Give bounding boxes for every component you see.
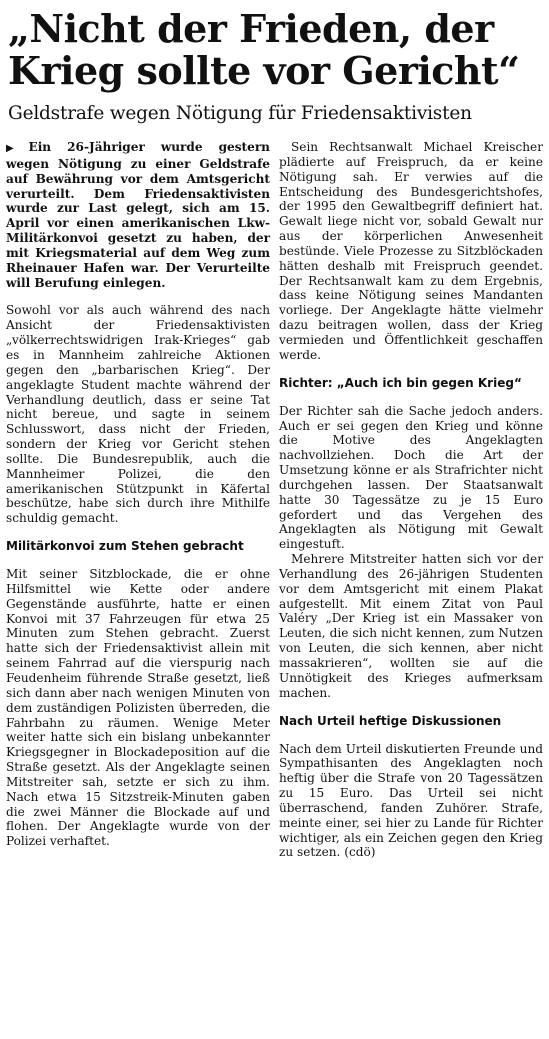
- paragraph-1: Sowohl vor als auch während des nach Ansicht der Friedensaktivisten „völkerrechtswidrigen Irak-Krieges“ gab es in Mannheim zahlreiche Aktionen gegen den „barbarischen Krieg“. Der angeklagte Student machte während der Verhandlung deutlich, dass er seine Tat nicht bereue, und sagte in seinem Schlusswort, dass nicht der Frieden, sondern der Krieg vor Gericht stehen sollte. Die Bundesrepublik, auch die Mannheimer Polizei, die den amerikanischen Stützpunkt in Käfertal beschütze, habe sich durch ihre Mithilfe schuldig gemacht.: [6, 303, 270, 526]
- paragraph-4: Der Richter sah die Sache jedoch anders. Auch er sei gegen den Krieg und könne die Motive des Angeklagten nachvollziehen. Doch die Art der Umsetzung könne er als Strafrichter nicht durchgehen lassen. Der Staatsanwalt hatte 30 Tagessätze zu je 15 Euro gefordert und das Vergehen des Angeklagten als Nötigung mit Gewalt eingestuft.: [279, 403, 543, 552]
- right-column: [279, 140, 543, 860]
- lead-arrow-icon: ▶: [6, 143, 26, 154]
- lead-paragraph: [6, 140, 270, 290]
- paragraph-2: Mit seiner Sitzblockade, die er ohne Hilfsmittel wie Kette oder andere Gegenstände ausführte, hatte er einen Konvoi mit 37 Fahrzeugen für etwa 25 Minuten zum Stehen gebracht. Zuerst hatte sich der Friedensaktivist allein mit seinem Fahrrad auf die vierspurig nach Feudenheim führende Straße gesetzt, ließ sich dann aber nach wenigen Minuten von dem zuständigen Polizisten überreden, die Fahrbahn zu räumen. Wenige Meter weiter hatte sich ein bislang unbekannter Kriegsgegner in Blockadeposition auf die Straße gesetzt. Als der Angeklagte seinen Mitstreiter sah, setzte er sich zu ihm. Nach etwa 15 Sitzstreik-Minuten gaben die zwei Männer die Blockade auf und flohen. Der Angeklagte wurde von der Polizei verhaftet.: [6, 567, 270, 849]
- subheading-2: Richter: „Auch ich bin gegen Krieg“: [279, 375, 522, 390]
- headline-line-1: „Nicht der Frieden, der: [8, 6, 494, 51]
- left-column: [6, 140, 270, 860]
- headline: [8, 8, 543, 92]
- lead-text: Ein 26-Jähriger wurde gestern wegen Nötigung zu einer Geldstrafe auf Bewährung vor dem Amtsgericht verurteilt. Dem Friedensaktivisten wurde zur Last gelegt, sich am 15. April vor einen amerikanischen Lkw-Militärkonvoi gesetzt zu haben, der mit Kriegsmaterial auf dem Weg zum Rheinauer Hafen war. Der Verurteilte will Berufung einlegen.: [6, 140, 270, 290]
- subheading-3: Nach Urteil heftige Diskussionen: [279, 713, 502, 728]
- subheading-1: Militärkonvoi zum Stehen gebracht: [6, 539, 244, 554]
- paragraph-3: Sein Rechtsanwalt Michael Kreischer plädierte auf Freispruch, da er keine Nötigung sah. Er verwies auf die Entscheidung des Bundesgerichtshofes, der 1995 den Gewaltbegriff definiert hat. Gewalt liege nicht vor, sobald Gewalt nur aus der körperlichen Anwesenheit bestünde. Viele Prozesse zu Sitzblöckaden hätten deshalb mit Freispruch geendet. Der Rechtsanwalt kam zu dem Ergebnis, dass keine Nötigung seines Mandanten vorliege. Der Angeklagte hätte vielmehr dazu beitragen wollen, dass der Krieg vermieden und Öffentlichkeit geschaffen werde.: [279, 140, 543, 362]
- paragraph-6: Nach dem Urteil diskutierten Freunde und Sympathisanten des Angeklagten noch heftig über die Strafe von 20 Tagessätzen zu 15 Euro. Das Urteil sei nicht überraschend, fanden Zuhörer. Strafe, meinte einer, sei hier zu Lande für Richter wichtiger, als ein Zeichen gegen den Krieg zu setzen. (cdö): [279, 741, 543, 860]
- article-columns: [6, 140, 543, 860]
- subheadline: Geldstrafe wegen Nötigung für Friedensaktivisten: [8, 103, 472, 124]
- paragraph-5: Mehrere Mitstreiter hatten sich vor der Verhandlung des 26-jährigen Studenten vor dem Amtsgericht mit einem Plakat aufgestellt. Mit einem Zitat von Paul Valéry „Der Krieg ist ein Massaker von Leuten, die sich nicht kennen, zum Nutzen von Leuten, die sich kennen, aber nicht massakrieren“, wollten sie auf die Unnötigkeit des Krieges aufmerksam machen.: [279, 552, 543, 700]
- headline-line-2: Krieg sollte vor Gericht“: [8, 48, 520, 93]
